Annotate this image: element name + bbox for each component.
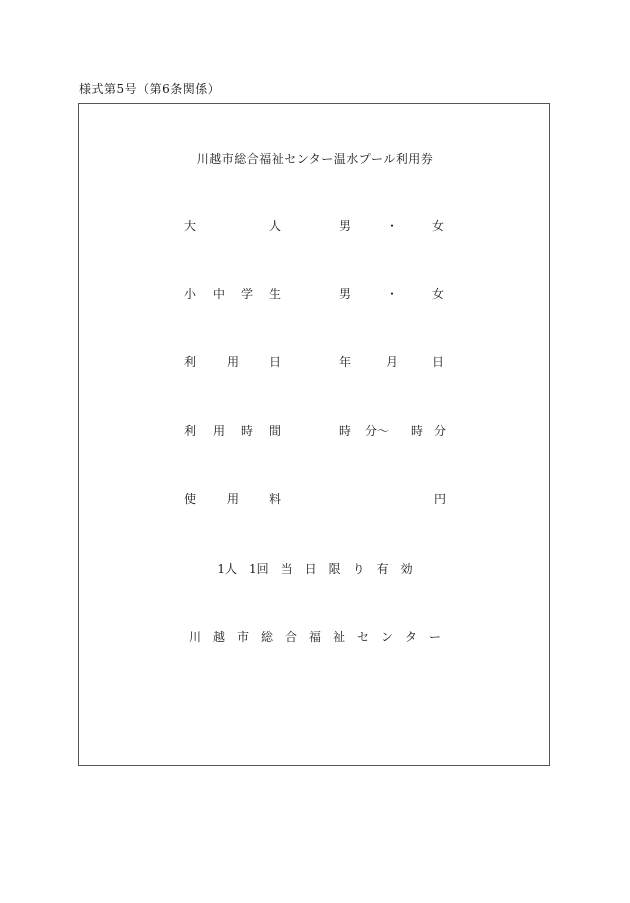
fee-label-2: 用 [226, 492, 240, 506]
fee-label-1: 使 [183, 492, 197, 506]
adult-male: 男 [338, 219, 352, 233]
ticket-title: 川越市総合福祉センター温水プール利用券 [196, 152, 434, 166]
use-date-label-1: 利 [183, 355, 197, 369]
form-number: 様式第5号（第6条関係） [79, 82, 221, 96]
adult-female: 女 [431, 219, 445, 233]
start-minute-unit: 分～ [364, 424, 390, 438]
adult-row [0, 218, 630, 234]
start-hour-unit: 時 [338, 424, 352, 438]
use-time-row [0, 423, 630, 439]
fee-row [0, 491, 630, 507]
month-unit: 月 [385, 355, 399, 369]
use-date-label-2: 用 [226, 355, 240, 369]
student-male: 男 [338, 287, 352, 301]
student-label-2: 中 [212, 287, 226, 301]
use-date-label-3: 日 [268, 355, 282, 369]
student-label-3: 学 [240, 287, 254, 301]
student-row [0, 286, 630, 302]
student-label-1: 小 [183, 287, 197, 301]
use-time-label-1: 利 [183, 424, 197, 438]
student-label-4: 生 [268, 287, 282, 301]
use-time-label-2: 用 [212, 424, 226, 438]
issuer-name: 川 越 市 総 合 福 祉 セ ン タ ー [188, 630, 441, 644]
use-time-label-3: 時 [240, 424, 254, 438]
student-separator: ・ [385, 287, 399, 301]
validity-note: 1人 1回 当 日 限 り 有 効 [217, 562, 413, 576]
fee-label-3: 料 [268, 492, 282, 506]
adult-label-1: 大 [183, 219, 197, 233]
yen-unit: 円 [433, 492, 447, 506]
year-unit: 年 [338, 355, 352, 369]
day-unit: 日 [431, 355, 445, 369]
use-time-label-4: 間 [268, 424, 282, 438]
end-minute-unit: 分 [433, 424, 447, 438]
end-hour-unit: 時 [410, 424, 424, 438]
adult-separator: ・ [385, 219, 399, 233]
student-female: 女 [431, 287, 445, 301]
use-date-row [0, 354, 630, 370]
adult-label-2: 人 [268, 219, 282, 233]
